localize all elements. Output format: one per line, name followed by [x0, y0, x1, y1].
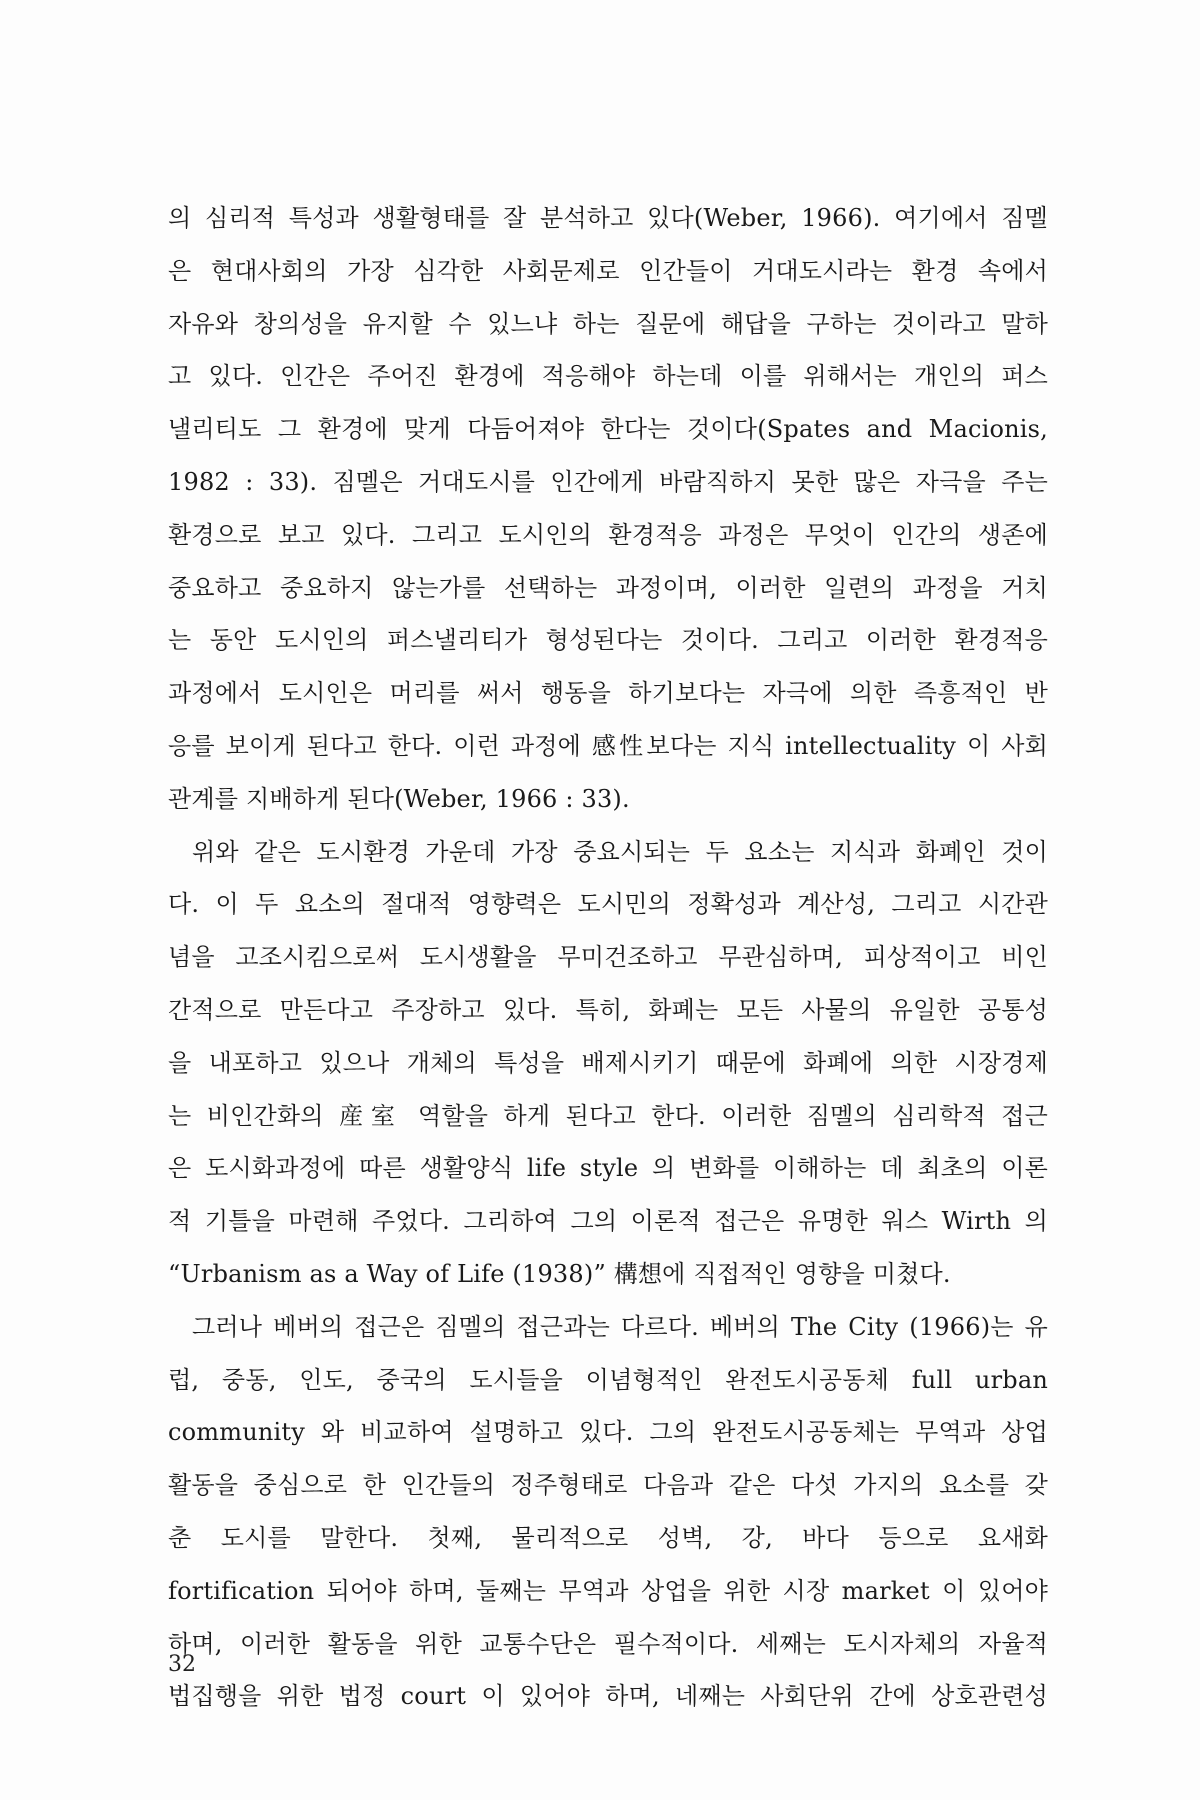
text-line: 고 있다. 인간은 주어진 환경에 적응해야 하는데 이를 위해서는 개인의 퍼스	[168, 362, 1048, 391]
text-line: 의 심리적 특성과 생활형태를 잘 분석하고 있다(Weber, 1966). 여기에서 짐멜	[168, 204, 1048, 232]
text-line: 다. 이 두 요소의 절대적 영향력은 도시민의 정확성과 계산성, 그리고 시간관	[168, 890, 1048, 919]
text-line: 활동을 중심으로 한 인간들의 정주형태로 다음과 같은 다섯 가지의 요소를 갖	[168, 1471, 1048, 1500]
text-line: 념을 고조시킴으로써 도시생활을 무미건조하고 무관심하며, 피상적이고 비인	[168, 943, 1048, 972]
text-line: 은 도시화과정에 따른 생활양식 life style 의 변화를 이해하는 데 최초의 이론	[168, 1154, 1048, 1183]
page-number: 32	[168, 1652, 196, 1677]
text-line: 은 현대사회의 가장 심각한 사회문제로 인간들이 거대도시라는 환경 속에서	[168, 256, 1048, 285]
paragraph-start-line: 위와 같은 도시환경 가운데 가장 중요시되는 두 요소는 지식과 화폐인 것이	[192, 837, 1048, 866]
text-line: 1982 : 33). 짐멜은 거대도시를 인간에게 바람직하지 못한 많은 자극을 주는	[168, 467, 1048, 496]
text-line: 환경으로 보고 있다. 그리고 도시인의 환경적응 과정은 무엇이 인간의 생존에	[168, 520, 1048, 549]
text-line: 과정에서 도시인은 머리를 써서 행동을 하기보다는 자극에 의한 즉흥적인 반	[168, 679, 1048, 708]
body-text	[168, 192, 1048, 1723]
text-line: 낼리티도 그 환경에 맞게 다듬어져야 한다는 것이다(Spates and Macionis,	[168, 415, 1048, 444]
text-line: 하며, 이러한 활동을 위한 교통수단은 필수적이다. 세째는 도시자체의 자율적	[168, 1629, 1048, 1658]
text-line: 적 기틀을 마련해 주었다. 그리하여 그의 이론적 접근은 유명한 워스 Wirth 의	[168, 1207, 1048, 1236]
text-line: 간적으로 만든다고 주장하고 있다. 특히, 화폐는 모든 사물의 유일한 공통성	[168, 995, 1048, 1024]
text-line: 자유와 창의성을 유지할 수 있느냐 하는 질문에 해답을 구하는 것이라고 말하	[168, 309, 1048, 338]
text-line: 중요하고 중요하지 않는가를 선택하는 과정이며, 이러한 일련의 과정을 거치	[168, 573, 1048, 602]
text-line: “Urbanism as a Way of Life (1938)” 構想에 직접적인 영향을 미쳤다.	[168, 1259, 951, 1288]
text-line: 는 비인간화의 産室 역할을 하게 된다고 한다. 이러한 짐멜의 심리학적 접근	[168, 1101, 1048, 1130]
paragraph-start-line: 그러나 베버의 접근은 짐멜의 접근과는 다르다. 베버의 The City (1966)는 유	[192, 1312, 1048, 1341]
text-line: 춘 도시를 말한다. 첫째, 물리적으로 성벽, 강, 바다 등으로 요새화	[168, 1523, 1048, 1552]
text-line: 응를 보이게 된다고 한다. 이런 과정에 感性보다는 지식 intellectuality 이 사회	[168, 731, 1048, 760]
text-line: community 와 비교하여 설명하고 있다. 그의 완전도시공동체는 무역과 상업	[168, 1418, 1048, 1447]
text-line: fortification 되어야 하며, 둘째는 무역과 상업을 위한 시장 market 이 있어야	[168, 1576, 1048, 1605]
text-line: 럽, 중동, 인도, 중국의 도시들을 이념형적인 완전도시공동체 full urban	[168, 1365, 1048, 1394]
text-line: 는 동안 도시인의 퍼스낼리티가 형성된다는 것이다. 그리고 이러한 환경적응	[168, 626, 1048, 655]
text-line: 법집행을 위한 법정 court 이 있어야 하며, 네째는 사회단위 간에 상호관련성	[168, 1682, 1048, 1711]
text-line: 을 내포하고 있으나 개체의 특성을 배제시키기 때문에 화폐에 의한 시장경제	[168, 1048, 1048, 1077]
text-line: 관계를 지배하게 된다(Weber, 1966 : 33).	[168, 784, 630, 813]
